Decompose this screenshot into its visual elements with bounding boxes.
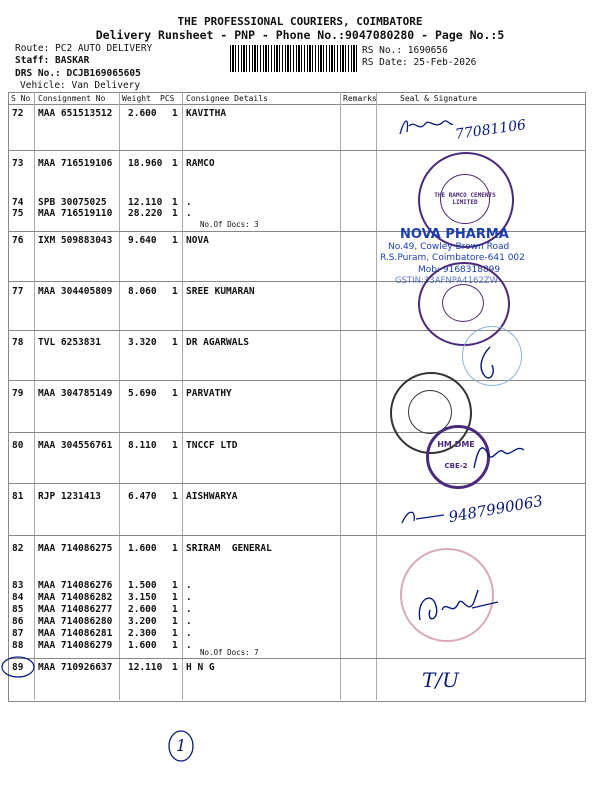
row-pcs: 1 [172, 616, 178, 627]
row-weight: 1.600 [128, 640, 157, 651]
row-sno: 83 [12, 580, 24, 591]
row-sno: 76 [12, 235, 24, 246]
row-sno: 75 [12, 208, 24, 219]
row-consignee: . [186, 592, 192, 603]
vehicle-label: Vehicle: Van Delivery [20, 80, 141, 91]
row-consignment: MAA 714086280 [38, 616, 113, 627]
row-consignee: . [186, 208, 192, 219]
row-pcs: 1 [172, 491, 178, 502]
row-weight: 3.150 [128, 592, 157, 603]
sree-kumaran-seal-inner [442, 284, 484, 322]
column-divider [119, 92, 120, 700]
row-weight: 12.110 [128, 197, 163, 208]
row-pcs: 1 [172, 580, 178, 591]
row-consignment: MAA 714086275 [38, 543, 113, 554]
row-sno: 87 [12, 628, 24, 639]
row-weight: 18.960 [128, 158, 163, 169]
row-weight: 28.220 [128, 208, 163, 219]
no-of-docs: No.Of Docs: 3 [200, 220, 259, 229]
company-title: THE PROFESSIONAL COURIERS, COIMBATORE [177, 15, 423, 28]
staff-label: Staff: BASKAR [15, 55, 90, 66]
row-pcs: 1 [172, 640, 178, 651]
row-consignment: MAA 304405809 [38, 286, 113, 297]
row-consignee: SRIRAM GENERAL [186, 543, 272, 554]
row-consignment: MAA 714086282 [38, 592, 113, 603]
nova-pharma-address-2: R.S.Puram, Coimbatore-641 002 [380, 253, 525, 263]
nova-pharma-name: NOVA PHARMA [400, 227, 509, 242]
row-consignee: AISHWARYA [186, 491, 238, 502]
row-pcs: 1 [172, 592, 178, 603]
hm-dme-text-2: CBE-2 [444, 462, 468, 470]
row-pcs: 1 [172, 388, 178, 399]
row-consignment: MAA 714086279 [38, 640, 113, 651]
row-consignment: MAA 714086281 [38, 628, 113, 639]
row-pcs: 1 [172, 628, 178, 639]
row-consignee: DR AGARWALS [186, 337, 249, 348]
signature-72 [395, 112, 455, 142]
row-consignee: . [186, 580, 192, 591]
signature-82 [412, 580, 502, 630]
hm-dme-text: HM DME [437, 440, 475, 449]
rs-number: RS No.: 1690656 [362, 45, 448, 56]
row-weight: 1.600 [128, 543, 157, 554]
row-pcs: 1 [172, 662, 178, 673]
row-weight: 2.600 [128, 108, 157, 119]
row-consignee: . [186, 197, 192, 208]
row-pcs: 1 [172, 235, 178, 246]
row-pcs: 1 [172, 440, 178, 451]
row-sno: 81 [12, 491, 24, 502]
row-sno: 79 [12, 388, 24, 399]
row-consignment: MAA 651513512 [38, 108, 113, 119]
runsheet-subtitle: Delivery Runsheet - PNP - Phone No.:9047080280 - Page No.:5 [95, 28, 505, 42]
row-consignee: . [186, 628, 192, 639]
row-weight: 12.110 [128, 662, 163, 673]
col-remarks: Remarks [343, 94, 377, 103]
nova-pharma-gstin: GSTIN:33AFNPA4162ZW [395, 276, 499, 286]
signature-81 [398, 505, 448, 529]
row-pcs: 1 [172, 197, 178, 208]
row-weight: 3.320 [128, 337, 157, 348]
row-consignment: MAA 304785149 [38, 388, 113, 399]
row-consignment: SPB 30075025 [38, 197, 107, 208]
row-divider [8, 658, 586, 659]
header-divider [8, 104, 586, 105]
col-seal-signature: Seal & Signature [400, 94, 478, 103]
row-sno: 85 [12, 604, 24, 615]
row-pcs: 1 [172, 208, 178, 219]
column-divider [182, 92, 183, 700]
no-of-docs: No.Of Docs: 7 [200, 648, 259, 657]
row-consignment: MAA 716519110 [38, 208, 113, 219]
row-pcs: 1 [172, 108, 178, 119]
row-consignment: TVL 6253831 [38, 337, 101, 348]
handwritten-phone-81: 9487990063 [447, 491, 545, 527]
row-divider [8, 483, 586, 484]
row-consignment: RJP 1231413 [38, 491, 101, 502]
row-weight: 8.110 [128, 440, 157, 451]
row-consignee: . [186, 604, 192, 615]
col-sno: S No [11, 94, 31, 103]
rs-date: RS Date: 25-Feb-2026 [362, 57, 477, 68]
signature-80 [470, 438, 530, 474]
row-pcs: 1 [172, 286, 178, 297]
row-sno: 72 [12, 108, 24, 119]
row-consignment: MAA 304556761 [38, 440, 113, 451]
handwritten-one: 1 [176, 736, 187, 755]
row-sno: 73 [12, 158, 24, 169]
col-consignment: Consignment No [38, 94, 106, 103]
nova-pharma-mobile: Mob: 9168318899 [418, 265, 501, 275]
row-sno: 88 [12, 640, 24, 651]
row-consignee: KAVITHA [186, 108, 227, 119]
row-consignee: . [186, 640, 192, 651]
row-consignee: SREE KUMARAN [186, 286, 255, 297]
row-consignee: H N G [186, 662, 215, 673]
col-pcs: PCS [160, 94, 175, 103]
column-divider [340, 92, 341, 700]
nova-pharma-address-1: No.49, Cowley Brown Road [388, 242, 510, 252]
row-pcs: 1 [172, 158, 178, 169]
barcode [230, 45, 358, 72]
row-weight: 8.060 [128, 286, 157, 297]
row-weight: 2.600 [128, 604, 157, 615]
row-consignment: MAA 710926637 [38, 662, 113, 673]
row-sno: 74 [12, 197, 24, 208]
row-pcs: 1 [172, 604, 178, 615]
row-sno: 89 [12, 662, 24, 673]
handwritten-tu: T/U [422, 668, 459, 692]
row-sno: 84 [12, 592, 24, 603]
row-consignee: PARVATHY [186, 388, 232, 399]
row-consignment: MAA 714086277 [38, 604, 113, 615]
row-weight: 3.200 [128, 616, 157, 627]
row-sno: 78 [12, 337, 24, 348]
route-label: Route: PC2 AUTO DELIVERY [15, 43, 153, 54]
ramco-seal-text: THE RAMCO CEMENTS LIMITED [434, 192, 496, 206]
row-consignment: IXM 509883043 [38, 235, 113, 246]
row-weight: 6.470 [128, 491, 157, 502]
row-divider [8, 150, 586, 151]
row-consignment: MAA 714086276 [38, 580, 113, 591]
row-sno: 86 [12, 616, 24, 627]
row-weight: 5.690 [128, 388, 157, 399]
row-sno: 77 [12, 286, 24, 297]
row-sno: 82 [12, 543, 24, 554]
row-pcs: 1 [172, 543, 178, 554]
row-consignment: MAA 716519106 [38, 158, 113, 169]
row-weight: 9.640 [128, 235, 157, 246]
pen-circle-89 [0, 652, 40, 682]
row-divider [8, 535, 586, 536]
row-sno: 80 [12, 440, 24, 451]
drs-number: DRS No.: DCJB169065605 [15, 68, 141, 79]
row-consignee: RAMCO [186, 158, 215, 169]
row-consignee: NOVA [186, 235, 209, 246]
column-divider [376, 92, 377, 700]
col-weight: Weight [122, 94, 151, 103]
row-weight: 2.300 [128, 628, 157, 639]
row-pcs: 1 [172, 337, 178, 348]
column-divider [34, 92, 35, 700]
row-weight: 1.500 [128, 580, 157, 591]
row-consignee: . [186, 616, 192, 627]
signature-78 [470, 345, 500, 385]
col-consignee: Consignee Details [186, 94, 268, 103]
handwritten-number-72: 77081106 [454, 117, 528, 143]
row-divider [8, 432, 586, 433]
row-consignee: TNCCF LTD [186, 440, 238, 451]
